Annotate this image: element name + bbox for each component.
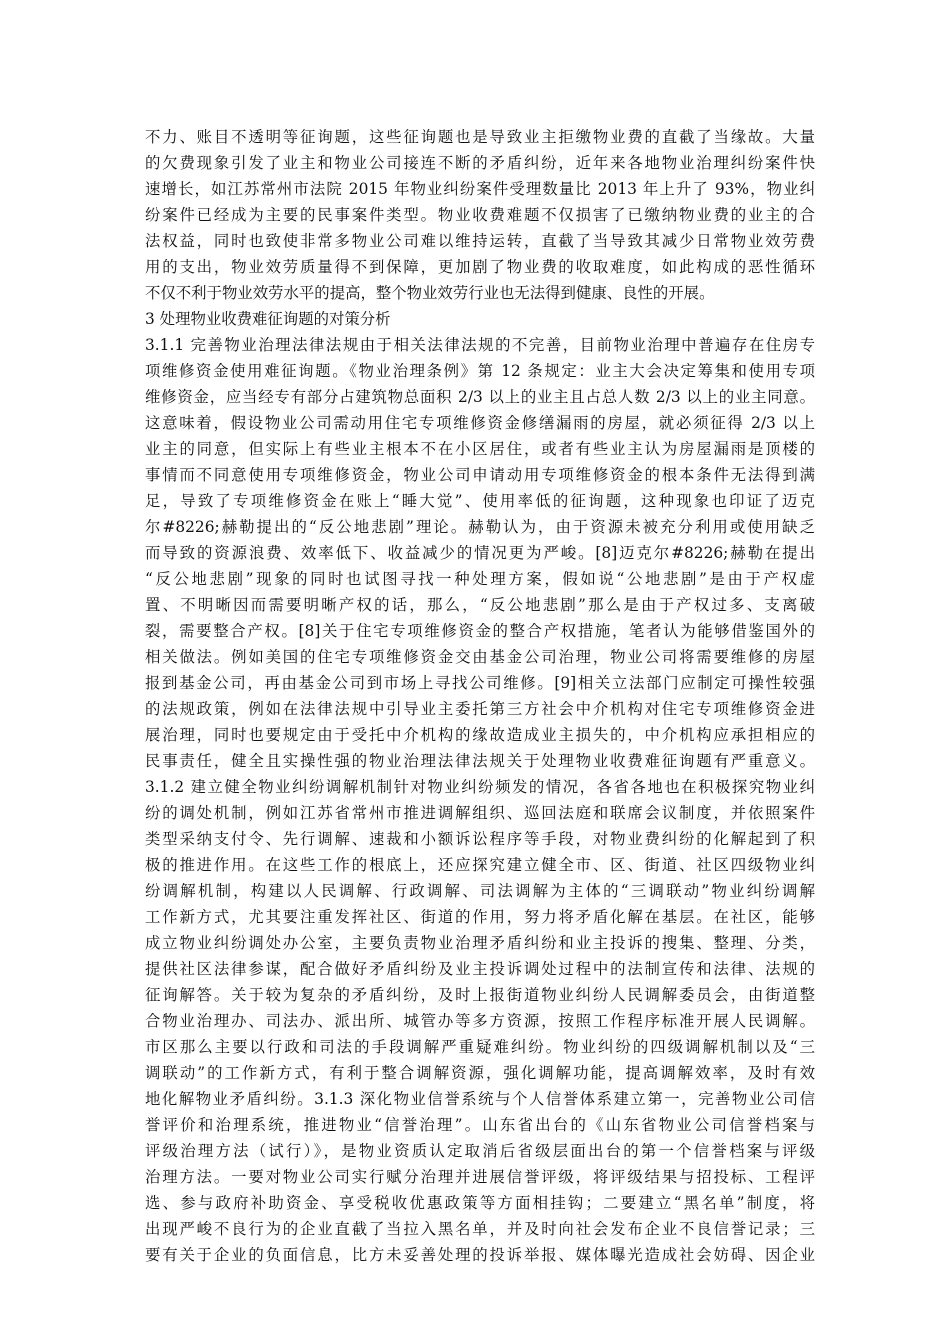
text-line: 维修资金，应当经专有部分占建筑物总面积 2/3 以上的业主且占总人数 2/3 以上的业主同意。 bbox=[145, 388, 815, 406]
text-line: 这意味着，假设物业公司需动用住宅专项维修资金修缮漏雨的房屋，就必须征得 2/3 以上 bbox=[145, 414, 815, 432]
text-line: 纷调解机制，构建以人民调解、行政调解、司法调解为主体的“三调联动”物业纠纷调解 bbox=[145, 882, 815, 900]
text-line: 项维修资金使用难征询题。《物业治理条例》第 12 条规定：业主大会决定筹集和使用专项 bbox=[145, 362, 815, 380]
text-line: 展治理，同时也要规定由于受托中介机构的缘故造成业主损失的，中介机构应承担相应的 bbox=[145, 726, 815, 744]
text-line: 治理方法。一要对物业公司实行赋分治理并进展信誉评级，将评级结果与招投标、工程评 bbox=[145, 1168, 815, 1186]
text-line: 地化解物业矛盾纠纷。3.1.3 深化物业信誉系统与个人信誉体系建立第一，完善物业公司信 bbox=[145, 1090, 815, 1108]
text-line: 合物业治理办、司法办、派出所、城管办等多方资源，按照工作程序标准开展人民调解。 bbox=[145, 1012, 815, 1030]
text-line: 民事责任，健全且实操性强的物业治理法律法规关于处理物业收费难征询题有严重意义。 bbox=[145, 752, 815, 770]
text-line: 极的推进作用。在这些工作的根底上，还应探究建立健全市、区、街道、社区四级物业纠 bbox=[145, 856, 815, 874]
text-line: 速增长，如江苏常州市法院 2015 年物业纠纷案件受理数量比 2013 年上升了 93%，物业纠 bbox=[145, 180, 815, 198]
text-line: 类型采纳支付令、先行调解、速裁和小额诉讼程序等手段，对物业费纠纷的化解起到了积 bbox=[145, 830, 815, 848]
text-line: 成立物业纠纷调处办公室，主要负责物业治理矛盾纠纷和业主投诉的搜集、整理、分类， bbox=[145, 934, 815, 952]
text-line: 不力、账目不透明等征询题，这些征询题也是导致业主拒缴物业费的直截了当缘故。大量 bbox=[145, 128, 815, 146]
text-line: 纷的调处机制，例如江苏省常州市推进调解组织、巡回法庭和联席会议制度，并依照案件 bbox=[145, 804, 815, 822]
text-line: 不仅不利于物业效劳水平的提高，整个物业效劳行业也无法得到健康、良性的开展。 bbox=[145, 284, 715, 302]
text-line: 的欠费现象引发了业主和物业公司接连不断的矛盾纠纷，近年来各地物业治理纠纷案件快 bbox=[145, 154, 815, 172]
text-line: 要有关于企业的负面信息，比方未妥善处理的投诉举报、媒体曝光造成社会妨碍、因企业 bbox=[145, 1246, 815, 1264]
text-line: 裂，需要整合产权。[8]关于住宅专项维修资金的整合产权措施，笔者认为能够借鉴国外的 bbox=[145, 622, 815, 640]
text-line: 工作新方式，尤其要注重发挥社区、街道的作用，努力将矛盾化解在基层。在社区，能够 bbox=[145, 908, 815, 926]
text-line: 用的支出，物业效劳质量得不到保障，更加剧了物业费的收取难度，如此构成的恶性循环 bbox=[145, 258, 815, 276]
text-line: 尔#8226;赫勒提出的“反公地悲剧”理论。赫勒认为，由于资源未被充分利用或使用缺乏 bbox=[145, 518, 815, 536]
text-line: 事情而不同意使用专项维修资金，物业公司申请动用专项维修资金的根本条件无法得到满 bbox=[145, 466, 815, 484]
text-line: 提供社区法律参谋，配合做好矛盾纠纷及业主投诉调处过程中的法制宣传和法律、法规的 bbox=[145, 960, 815, 978]
text-line: 市区那么主要以行政和司法的手段调解严重疑难纠纷。物业纠纷的四级调解机制以及“三 bbox=[145, 1038, 815, 1056]
document-page bbox=[145, 124, 815, 1268]
text-line: 3 处理物业收费难征询题的对策分析 bbox=[145, 310, 391, 328]
text-line: “反公地悲剧”现象的同时也试图寻找一种处理方案，假如说“公地悲剧”是由于产权虚 bbox=[145, 570, 815, 588]
text-line: 誉评价和治理系统，推进物业“信誉治理”。山东省出台的《山东省物业公司信誉档案与 bbox=[145, 1116, 815, 1134]
text-line: 法权益，同时也致使非常多物业公司难以维持运转，直截了当导致其减少日常物业效劳费 bbox=[145, 232, 815, 250]
text-line: 纷案件已经成为主要的民事案件类型。物业收费难题不仅损害了已缴纳物业费的业主的合 bbox=[145, 206, 815, 224]
text-line: 调联动”的工作新方式，有利于整合调解资源，强化调解功能，提高调解效率，及时有效 bbox=[145, 1064, 815, 1082]
text-line: 选、参与政府补助资金、享受税收优惠政策等方面相挂钩；二要建立“黑名单”制度，将 bbox=[145, 1194, 815, 1212]
text-line: 足，导致了专项维修资金在账上“睡大觉”、使用率低的征询题，这种现象也印证了迈克 bbox=[145, 492, 815, 510]
text-line: 出现严峻不良行为的企业直截了当拉入黑名单，并及时向社会发布企业不良信誉记录；三 bbox=[145, 1220, 815, 1238]
text-line: 3.1.2 建立健全物业纠纷调解机制针对物业纠纷频发的情况，各省各地也在积极探究物业纠 bbox=[145, 778, 815, 796]
text-line: 3.1.1 完善物业治理法律法规由于相关法律法规的不完善，目前物业治理中普遍存在住房专 bbox=[145, 336, 815, 354]
text-line: 征询解答。关于较为复杂的矛盾纠纷，及时上报街道物业纠纷人民调解委员会，由街道整 bbox=[145, 986, 815, 1004]
text-line: 业主的同意，但实际上有些业主根本不在小区居住，或者有些业主认为房屋漏雨是顶楼的 bbox=[145, 440, 815, 458]
text-line: 而导致的资源浪费、效率低下、收益减少的情况更为严峻。[8]迈克尔#8226;赫勒在提出 bbox=[145, 544, 815, 562]
text-line: 的法规政策，例如在法律法规中引导业主委托第三方社会中介机构对住宅专项维修资金进 bbox=[145, 700, 815, 718]
text-line: 报到基金公司，再由基金公司到市场上寻找公司维修。[9]相关立法部门应制定可操性较强 bbox=[145, 674, 815, 692]
text-line: 置、不明晰因而需要明晰产权的话，那么，“反公地悲剧”那么是由于产权过多、支离破 bbox=[145, 596, 815, 614]
text-line: 评级治理方法（试行）》，是物业资质认定取消后省级层面出台的第一个信誉档案与评级 bbox=[145, 1142, 815, 1160]
text-line: 相关做法。例如美国的住宅专项维修资金交由基金公司治理，物业公司将需要维修的房屋 bbox=[145, 648, 815, 666]
